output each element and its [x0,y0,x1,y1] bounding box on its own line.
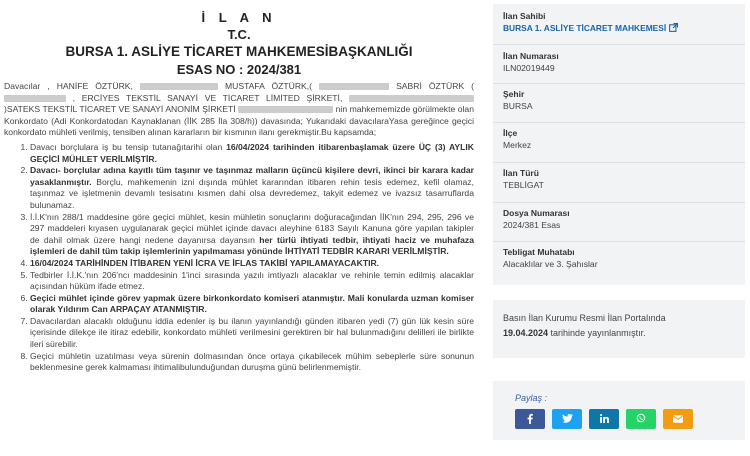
intro-part-5: )SATEKS TEKSTİL TİCARET VE SANAYİ ANONİM ŞİRKETİ [4,104,236,115]
city-value: BURSA [503,101,533,111]
share-label: Paylaş : [515,393,548,403]
divider [493,83,745,84]
intro-part-3: SABRİ ÖZTÜRK ( [396,81,475,91]
city-label: Şehir [503,89,525,99]
share-whatsapp-button[interactable] [626,409,656,429]
decision-item: 5. Tedbirler İ.İ.K.'nın 206'ncı maddesinin 1'inci sırasında yazılı imtiyazlı alacaklar ve rehinle temin edilmiş alacaklar açısından hüküm ifade etmez. [30,270,474,293]
divider [493,202,745,203]
decision-item: 7. Davacılardan alacaklı olduğunu iddia edenler iş bu ilanın yayınlandığı günden itibaren yedi (7) gün lük kesin süre içerisinde dilekçe ile itiraz edebilir, konkordato mühleti verilmesini gerektiren bir hal bulunmadığını delilleri ile birlikte ileri sürebilir. [30,316,474,351]
share-facebook-button[interactable] [515,409,545,429]
publication-notice: Basın İlan Kurumu Resmi İlan Portalında 19.04.2024 tarihinde yayınlanmıştır. [493,300,745,358]
decision-item: 8. Geçici mühletin uzatılması veya sürenin dolmasından önce ortaya çıkabilecek mühim sebeplerle süre sonunun beklenmesine gerek kalmaması ihtimalibulunduğundan duruşma günü belirlenmemiştir. [30,351,474,374]
info-details [493,44,745,285]
share-linkedin-button[interactable] [589,409,619,429]
intro-part-6: nin mahkememizde görülmekte olan Konkordato (Adi Konkordatodan Kaynaklanan (İİK 285 İla 308/h)) davasında; Yukarıdaki davacılaraYasa gereğince geçici konkordato mühleti verilmiş, tensiben alınan kararların bir kısmının ilanı gerekmiştir.Bu kapsamda; [4,104,474,138]
district-label: İlçe [503,128,518,138]
district-value: Merkez [503,140,532,150]
divider [493,44,745,45]
decision-item: 6. Geçici mühlet içinde görev yapmak üzere birkonkordato komiseri atanmıştır. Mali konularda uzman komiser olarak Yıldırım Can ARPAÇAY ATANMIŞTIR. [30,293,474,316]
file-value: 2024/381 Esas [503,220,561,230]
email-icon [673,415,683,423]
decision-item: 1. Davacı borçlulara iş bu tensip tutanağıtarihi olan 16/04/2024 tarihinden itibarenbaşlamak üzere ÜÇ (3) AYLIK GEÇİCİ MÜHLET VERİLMİŞTİR. [30,142,474,165]
no-label: İlan Numarası [503,51,559,61]
decision-list [4,142,474,374]
external-link-icon [669,23,678,32]
intro-part-1: Davacılar , HANİFE ÖZTÜRK, [4,81,133,91]
addressee-label: Tebligat Muhatabı [503,247,575,257]
share-email-button[interactable] [663,409,693,429]
doc-title: İ L A N [201,10,277,25]
doc-esas: ESAS NO : 2024/381 [176,62,302,77]
whatsapp-icon [636,413,646,423]
type-value: TEBLİGAT [503,180,544,190]
decision-item: 3. İ.İ.K'nın 288/1 maddesine göre geçici mühlet, kesin mühletin sonuçlarını doğuracağından İİK'nın 294, 295, 296 ve 297 maddeleri kıyasen uygulanarak geçici mühlet içinde davacı aleyhine 6183 Sayılı Kanuna göre yapılan takipler de dahil olmak üzere hangi nedene dayanırsa dayansın her türlü ihtiyati tedbir, ihtiyati haciz ve muhafaza işlemleri de dahil tüm takip işlemlerinin yapılmaması yönünde İHTİYATİ TEDBİR KARARI VERİLMİŞTİR. [30,212,474,258]
doc-tc: T.C. [227,27,251,42]
decision-item: 2. Davacı- borçlular adına kayıtlı tüm taşınır ve taşınmaz malların üçüncü kişilere devri, ikinci bir karara kadar yasaklanmıştır. Borçlu, mahkemenin izni dışında mühlet kararından itibaren rehin tesis edemez, kefil olamaz, taşınmaz ve işletmenin devamlı tesisatını kısmen dahi olsa devredemez, takyit edemez ve ivazsız tasarruflarda bulunamaz. [30,165,474,211]
redacted-block [238,106,333,113]
addressee-value: Alacaklılar ve 3. Şahıslar [503,259,598,269]
divider [493,122,745,123]
doc-court: BURSA 1. ASLİYE TİCARET MAHKEMESİBAŞKANLIĞI [65,44,413,59]
owner-label: İlan Sahibi [503,11,546,21]
divider [493,162,745,163]
redacted-block [140,83,218,90]
share-panel [493,381,745,440]
redacted-block [319,83,389,90]
publication-date: 19.04.2024 [503,328,549,338]
share-twitter-button[interactable] [552,409,582,429]
type-label: İlan Türü [503,168,539,178]
redacted-block [349,95,474,102]
info-owner [493,4,745,44]
redacted-block [4,95,66,102]
notice-document [4,10,474,374]
doc-intro [4,81,474,139]
no-value: ILN02019449 [503,63,555,73]
intro-part-4: , ERCİYES TEKSTİL SANAYİ VE TİCARET LİMİTED ŞİRKETİ, [72,92,343,103]
file-label: Dosya Numarası [503,208,570,218]
divider [493,241,745,242]
intro-part-2: MUSTAFA ÖZTÜRK,( [224,81,313,91]
decision-item: 4. 16/04/2024 TARİHİNDEN İTİBAREN YENİ İCRA VE İFLAS TAKİBİ YAPILAMAYACAKTIR. [30,258,474,270]
owner-link[interactable]: BURSA 1. ASLİYE TİCARET MAHKEMESİ [503,22,735,34]
linkedin-icon [600,414,609,423]
twitter-icon [562,414,573,423]
facebook-icon [526,413,534,424]
